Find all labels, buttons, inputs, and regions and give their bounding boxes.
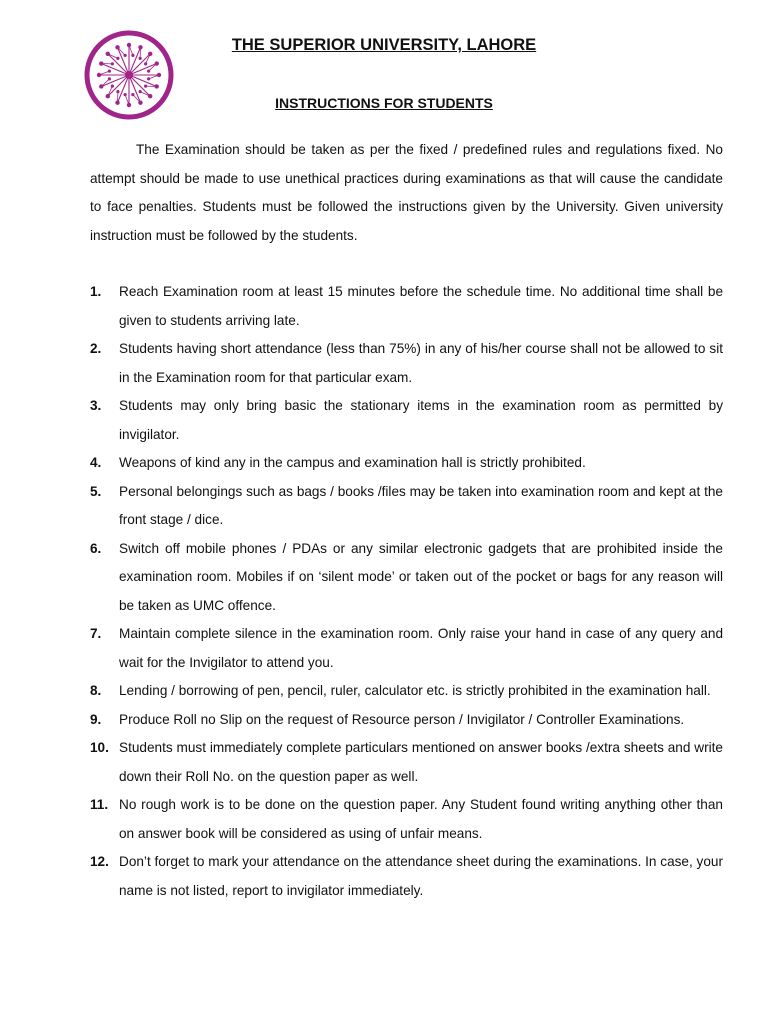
- instruction-text: Switch off mobile phones / PDAs or any similar electronic gadgets that are prohibited inside the examination room. Mobiles if on ‘silent mode’ or taken out of the pocket or bags for any reason will be taken as UMC offence.: [119, 540, 723, 613]
- page-title: [0, 36, 768, 55]
- instruction-item: [90, 449, 723, 478]
- page-subtitle-text: INSTRUCTIONS FOR STUDENTS: [275, 95, 493, 111]
- instruction-number: 9.: [90, 711, 102, 727]
- instruction-text: Lending / borrowing of pen, pencil, ruler, calculator etc. is strictly prohibited in the examination hall.: [119, 683, 711, 698]
- page-title-text: THE SUPERIOR UNIVERSITY, LAHORE: [231, 36, 537, 54]
- instruction-text: Students having short attendance (less than 75%) in any of his/her course shall not be allowed to sit in the Examination room for that particular exam.: [119, 341, 723, 385]
- instruction-number: 6.: [90, 540, 102, 556]
- instruction-item: [90, 706, 723, 735]
- instruction-item: [90, 620, 723, 677]
- instruction-number: 5.: [90, 483, 102, 499]
- instructions-list: [90, 278, 723, 905]
- instruction-number: 3.: [90, 398, 102, 413]
- intro-paragraph: The Examination should be taken as per the fixed / predefined rules and regulations fixed. No attempt should be made to use unethical practices during examinations as that will cause the candidate to face penalties. Students must be followed the instructions given by the University. Given university instruction must be followed by the students.: [90, 142, 723, 243]
- instruction-item: [90, 478, 723, 535]
- instruction-number: 11.: [90, 797, 109, 812]
- instruction-item: [90, 278, 723, 335]
- instruction-item: [90, 392, 723, 449]
- page-subtitle: [0, 95, 768, 111]
- instruction-item: [90, 848, 723, 905]
- instruction-number: 8.: [90, 683, 102, 698]
- instruction-text: Personal belongings such as bags / books /files may be taken into examination room and kept at the front stage / dice.: [119, 483, 723, 527]
- instruction-item: [90, 677, 723, 706]
- instruction-number: 7.: [90, 626, 102, 641]
- instruction-text: Weapons of kind any in the campus and examination hall is strictly prohibited.: [119, 455, 586, 470]
- instruction-item: [90, 791, 723, 848]
- instruction-text: Students must immediately complete particulars mentioned on answer books /extra sheets and write down their Roll No. on the question paper as well.: [119, 740, 723, 784]
- instruction-number: 2.: [90, 341, 102, 356]
- instruction-item: [90, 734, 723, 791]
- instruction-number: 1.: [90, 284, 102, 299]
- instruction-item: [90, 535, 723, 621]
- instruction-number: 4.: [90, 455, 102, 470]
- instruction-text: No rough work is to be done on the question paper. Any Student found writing anything other than on answer book will be considered as using of unfair means.: [119, 797, 723, 841]
- instruction-text: Reach Examination room at least 15 minutes before the schedule time. No additional time shall be given to students arriving late.: [119, 284, 723, 328]
- instruction-item: [90, 335, 723, 392]
- instruction-number: 10.: [90, 740, 109, 755]
- instruction-text: Don’t forget to mark your attendance on the attendance sheet during the examinations. In case, your name is not listed, report to invigilator immediately.: [119, 854, 723, 898]
- instruction-number: 12.: [90, 854, 109, 869]
- instruction-text: Maintain complete silence in the examination room. Only raise your hand in case of any query and wait for the Invigilator to attend you.: [119, 626, 723, 670]
- instruction-text: Produce Roll no Slip on the request of Resource person / Invigilator / Controller Examinations.: [119, 711, 685, 727]
- instruction-text: Students may only bring basic the stationary items in the examination room as permitted by invigilator.: [119, 398, 723, 442]
